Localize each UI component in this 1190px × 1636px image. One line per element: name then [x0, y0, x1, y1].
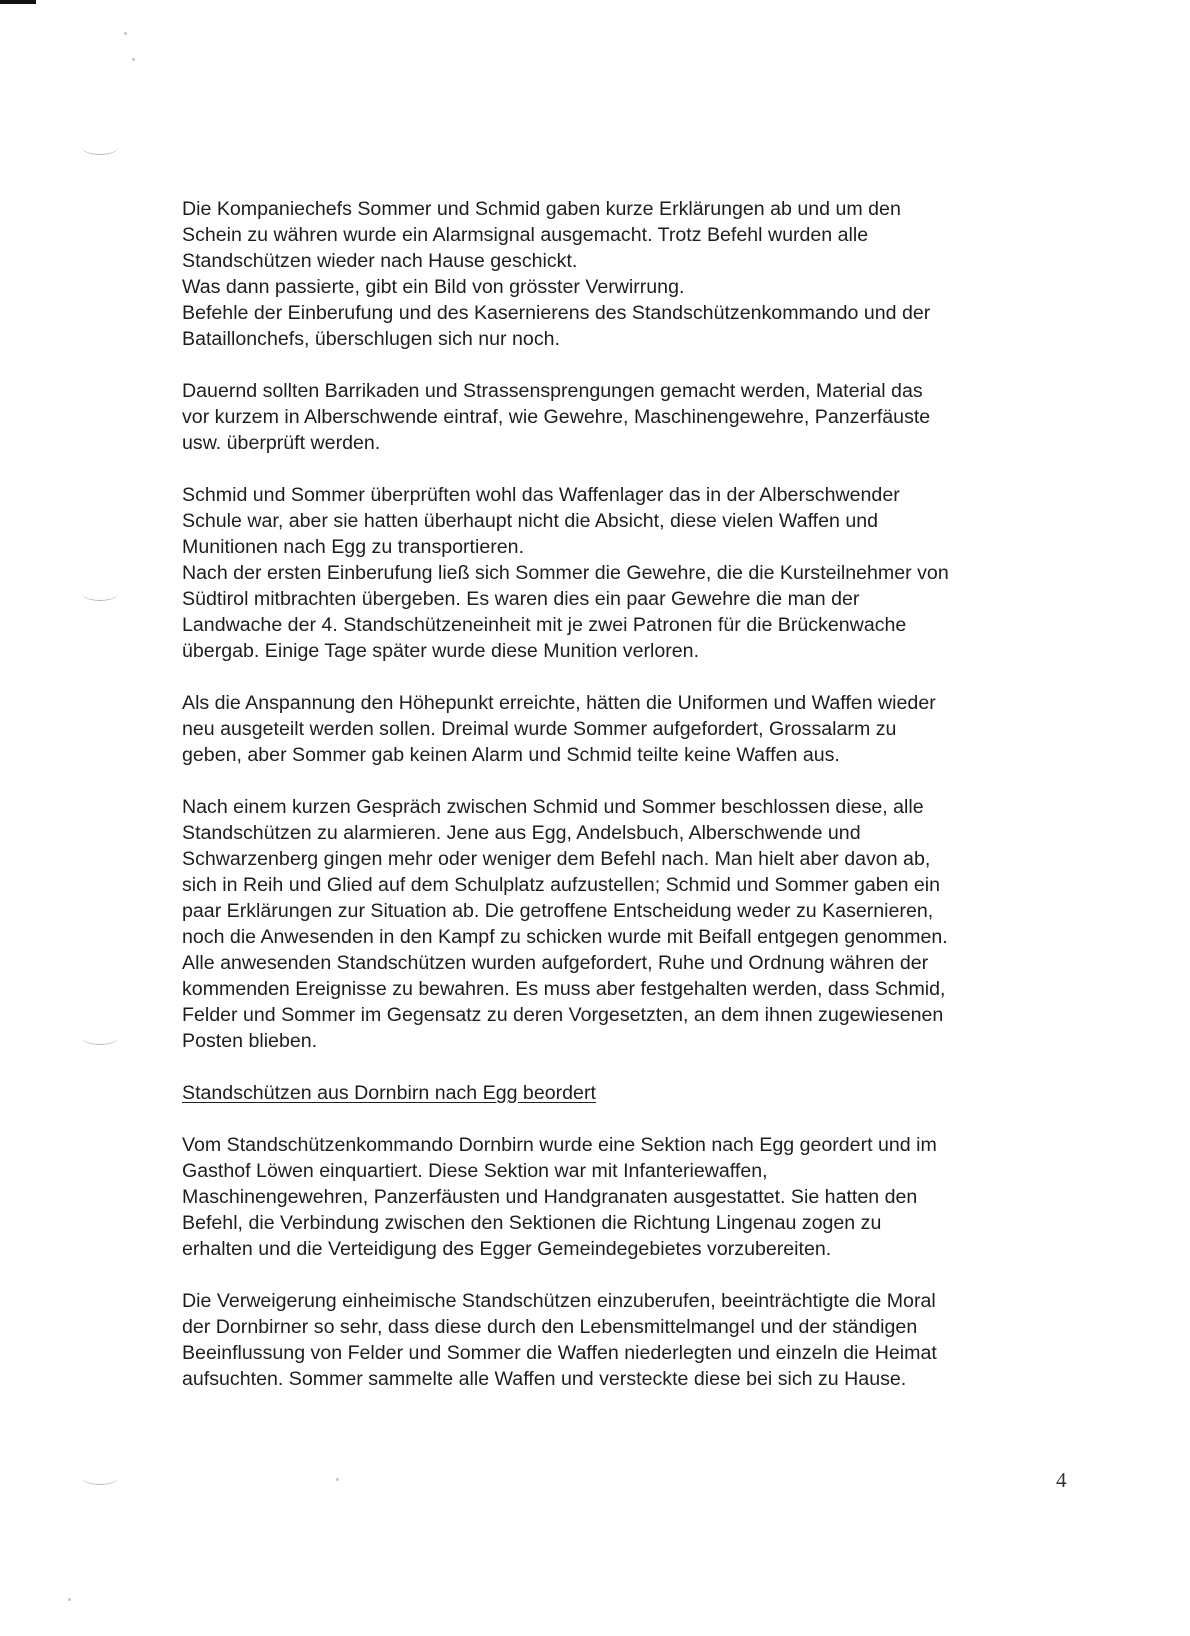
- text-line: übergab. Einige Tage später wurde diese Munition verloren.: [182, 640, 700, 662]
- text-line: Munitionen nach Egg zu transportieren.: [182, 536, 525, 558]
- text-line: Dauernd sollten Barrikaden und Strassensprengungen gemacht werden, Material das: [182, 380, 923, 402]
- text-line: Schwarzenberg gingen mehr oder weniger dem Befehl nach. Man hielt aber davon ab,: [182, 848, 931, 870]
- text-line: Nach der ersten Einberufung ließ sich Sommer die Gewehre, die die Kursteilnehmer von: [182, 562, 949, 584]
- text-line: Südtirol mitbrachten übergeben. Es waren dies ein paar Gewehre die man der: [182, 588, 860, 610]
- text-line: Gasthof Löwen einquartiert. Diese Sektion war mit Infanteriewaffen,: [182, 1160, 768, 1182]
- paragraph: [182, 378, 1082, 456]
- scan-margin-mark: [82, 1030, 118, 1045]
- text-line: Posten blieben.: [182, 1030, 318, 1052]
- text-line: kommenden Ereignisse zu bewahren. Es muss aber festgehalten werden, dass Schmid,: [182, 978, 946, 1000]
- section-heading: Standschützen aus Dornbirn nach Egg beordert: [182, 1082, 596, 1104]
- page-number: 4: [1056, 1468, 1067, 1492]
- scan-margin-mark: [82, 586, 118, 601]
- scan-margin-mark: [82, 1470, 118, 1485]
- scan-edge-mark: [0, 0, 36, 4]
- text-line: geben, aber Sommer gab keinen Alarm und Schmid teilte keine Waffen aus.: [182, 744, 840, 766]
- text-line: Nach einem kurzen Gespräch zwischen Schmid und Sommer beschlossen diese, alle: [182, 796, 924, 818]
- paragraph: [182, 1288, 1082, 1392]
- paragraph: [182, 690, 1082, 768]
- text-line: Als die Anspannung den Höhepunkt erreichte, hätten die Uniformen und Waffen wieder: [182, 692, 936, 714]
- text-line: paar Erklärungen zur Situation ab. Die getroffene Entscheidung weder zu Kasernieren,: [182, 900, 934, 922]
- text-line: Landwache der 4. Standschützeneinheit mit je zwei Patronen für die Brückenwache: [182, 614, 907, 636]
- section-heading-paragraph: [182, 1080, 1082, 1106]
- text-line: Befehle der Einberufung und des Kasernierens des Standschützenkommando und der: [182, 302, 931, 324]
- text-line: Standschützen wieder nach Hause geschickt.: [182, 250, 578, 272]
- text-line: Beeinflussung von Felder und Sommer die Waffen niederlegten und einzeln die Heimat: [182, 1342, 937, 1364]
- text-line: aufsuchten. Sommer sammelte alle Waffen und versteckte diese bei sich zu Hause.: [182, 1368, 907, 1390]
- paragraph: [182, 482, 1082, 664]
- text-line: noch die Anwesenden in den Kampf zu schicken wurde mit Beifall entgegen genommen.: [182, 926, 948, 948]
- text-line: der Dornbirner so sehr, dass diese durch den Lebensmittelmangel und der ständigen: [182, 1316, 918, 1338]
- text-line: Die Kompaniechefs Sommer und Schmid gaben kurze Erklärungen ab und um den: [182, 198, 901, 220]
- text-line: Vom Standschützenkommando Dornbirn wurde eine Sektion nach Egg geordert und im: [182, 1134, 937, 1156]
- text-line: Die Verweigerung einheimische Standschützen einzuberufen, beeinträchtigte die Moral: [182, 1290, 936, 1312]
- text-line: vor kurzem in Alberschwende eintraf, wie Gewehre, Maschinengewehre, Panzerfäuste: [182, 406, 931, 428]
- text-line: sich in Reih und Glied auf dem Schulplatz aufzustellen; Schmid und Sommer gaben ein: [182, 874, 941, 896]
- text-line: Was dann passierte, gibt ein Bild von grösster Verwirrung.: [182, 276, 685, 298]
- text-line: Standschützen zu alarmieren. Jene aus Egg, Andelsbuch, Alberschwende und: [182, 822, 861, 844]
- text-line: Schein zu währen wurde ein Alarmsignal ausgemacht. Trotz Befehl wurden alle: [182, 224, 869, 246]
- text-line: erhalten und die Verteidigung des Egger Gemeindegebietes vorzubereiten.: [182, 1238, 832, 1260]
- document-body: [182, 196, 1082, 1418]
- scan-speck: [124, 32, 127, 35]
- text-line: neu ausgeteilt werden sollen. Dreimal wurde Sommer aufgefordert, Grossalarm zu: [182, 718, 897, 740]
- scan-speck: [132, 58, 135, 61]
- text-line: Bataillonchefs, überschlugen sich nur noch.: [182, 328, 560, 350]
- scan-speck: [68, 1598, 71, 1601]
- text-line: usw. überprüft werden.: [182, 432, 381, 454]
- text-line: Alle anwesenden Standschützen wurden aufgefordert, Ruhe und Ordnung währen der: [182, 952, 929, 974]
- paragraph: [182, 1132, 1082, 1262]
- scan-margin-mark: [82, 140, 118, 155]
- text-line: Maschinengewehren, Panzerfäusten und Handgranaten ausgestattet. Sie hatten den: [182, 1186, 918, 1208]
- paragraph: [182, 794, 1082, 1054]
- text-line: Schule war, aber sie hatten überhaupt nicht die Absicht, diese vielen Waffen und: [182, 510, 879, 532]
- text-line: Schmid und Sommer überprüften wohl das Waffenlager das in der Alberschwender: [182, 484, 900, 506]
- scan-speck: [336, 1478, 339, 1481]
- text-line: Felder und Sommer im Gegensatz zu deren Vorgesetzten, an dem ihnen zugewiesenen: [182, 1004, 944, 1026]
- paragraph: [182, 196, 1082, 352]
- text-line: Befehl, die Verbindung zwischen den Sektionen die Richtung Lingenau zogen zu: [182, 1212, 882, 1234]
